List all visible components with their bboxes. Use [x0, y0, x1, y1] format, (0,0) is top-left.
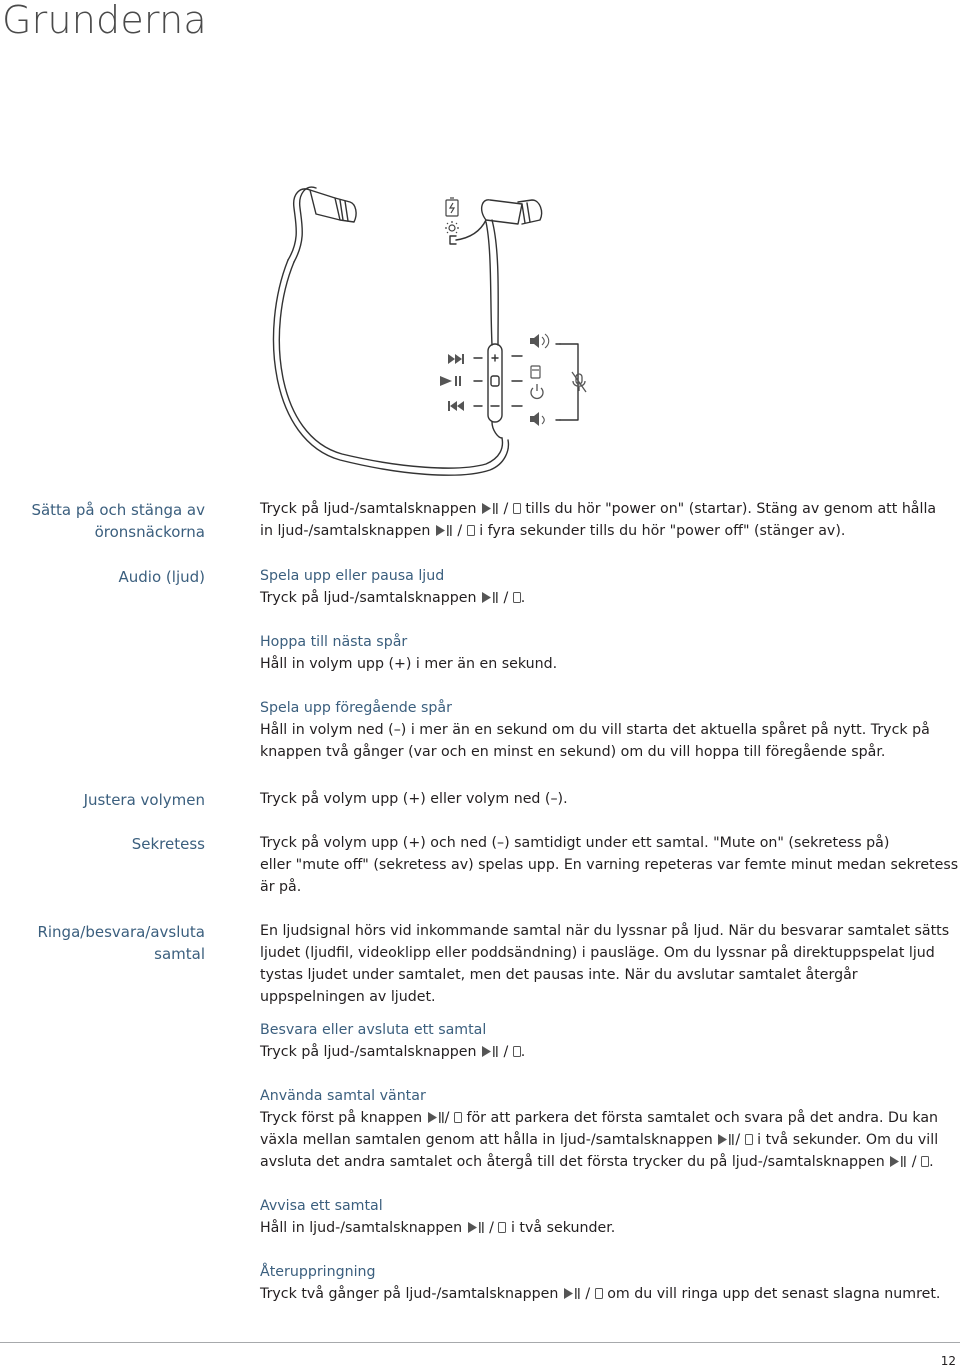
phone-icon — [513, 1046, 521, 1057]
play-pause-icon — [481, 503, 499, 514]
play-pause-icon — [889, 1156, 907, 1167]
volume-up-icon — [530, 334, 549, 348]
label-audio: Audio (ljud) — [118, 568, 205, 586]
phone-icon — [454, 1112, 462, 1123]
page-title: Grunderna — [2, 0, 207, 42]
phone-icon — [467, 525, 475, 536]
label-privacy: Sekretess — [131, 835, 205, 853]
calls-text: En ljudsignal hörs vid inkommande samtal när du lyssnar på ljud. När du besvarar samtalet sätts ljudet (ljudfil, videoklipp eller poddsändning) i pausläge. Om du lyssnar på direktuppspelat ljud tystas ljudet under samtalet, men det pausas inte. När du avslutar samtalet återgår uppspelningen av ljudet. Besvara eller avsluta ett samtal Tryck på ljud-/samtalsknappen / . Använda samtal väntar Tryck först på knappen / för att parkera det första samtalet och svara på det andra. Du kan växla mellan samtalen genom att hålla in ljud-/samtalsknappen / i två sekunder. Om du vill avsluta det andra samtalet och återgå till det första trycker du på ljud-/samtalsknappen / . Avvisa ett samtal Håll in ljud-/samtalsknappen / i två sekunder. Återuppringning Tryck två gånger på ljud-/samtalsknappen / om du vill ringa upp det senast slagna numret. — [260, 923, 950, 1302]
volume-down-icon — [530, 412, 544, 426]
label-volume: Justera volymen — [83, 791, 205, 809]
mute-microphone-icon — [572, 372, 586, 392]
label-power: Sätta på och stänga av öronsnäckorna — [31, 501, 205, 541]
play-pause-icon — [563, 1288, 581, 1299]
phone-icon — [513, 592, 521, 603]
phone-icon — [531, 366, 540, 378]
footer-divider — [0, 1342, 960, 1343]
phone-icon — [513, 503, 521, 514]
previous-track-icon — [448, 401, 464, 411]
power-text: Tryck på ljud-/samtalsknappen / tills du hör "power on" (startar). Stäng av genom att hålla in ljud-/samtalsknappen / i fyra sekunder tills du hör "power off" (stänger av). — [260, 501, 937, 539]
label-calls: Ringa/besvara/avsluta samtal — [37, 923, 205, 963]
next-track-icon — [448, 354, 464, 364]
audio-text: Spela upp eller pausa ljud Tryck på ljud-/samtalsknappen / . Hoppa till nästa spår Håll in volym upp (+) i mer än en sekund. Spela upp föregående spår Håll in volym ned (–) i mer än en sekund om du vill starta det aktuella spåret på nytt. Tryck på knappen två gånger (var och en minst en sekund) om du vill hoppa till föregående spår. — [260, 568, 930, 760]
battery-icon — [446, 198, 458, 216]
play-pause-icon — [481, 1046, 499, 1057]
phone-icon — [595, 1288, 603, 1299]
headset-illustration — [260, 180, 600, 510]
phone-icon — [921, 1156, 929, 1167]
privacy-text: Tryck på volym upp (+) och ned (–) samtidigt under ett samtal. "Mute on" (sekretess på) eller "mute off" (sekretess av) spelas upp. En varning repeteras var femte minut medan sekretess är på. — [260, 835, 959, 895]
play-pause-icon — [440, 376, 461, 386]
play-pause-icon — [427, 1112, 445, 1123]
play-pause-icon — [435, 525, 453, 536]
play-pause-icon — [481, 592, 499, 603]
led-light-icon — [445, 221, 459, 233]
phone-icon — [745, 1134, 753, 1145]
phone-icon — [498, 1222, 506, 1233]
page-number: 12 — [940, 1354, 956, 1368]
play-pause-icon — [717, 1134, 735, 1145]
power-icon — [531, 384, 543, 398]
play-pause-icon — [467, 1222, 485, 1233]
volume-text: Tryck på volym upp (+) eller volym ned (–). — [260, 791, 568, 807]
